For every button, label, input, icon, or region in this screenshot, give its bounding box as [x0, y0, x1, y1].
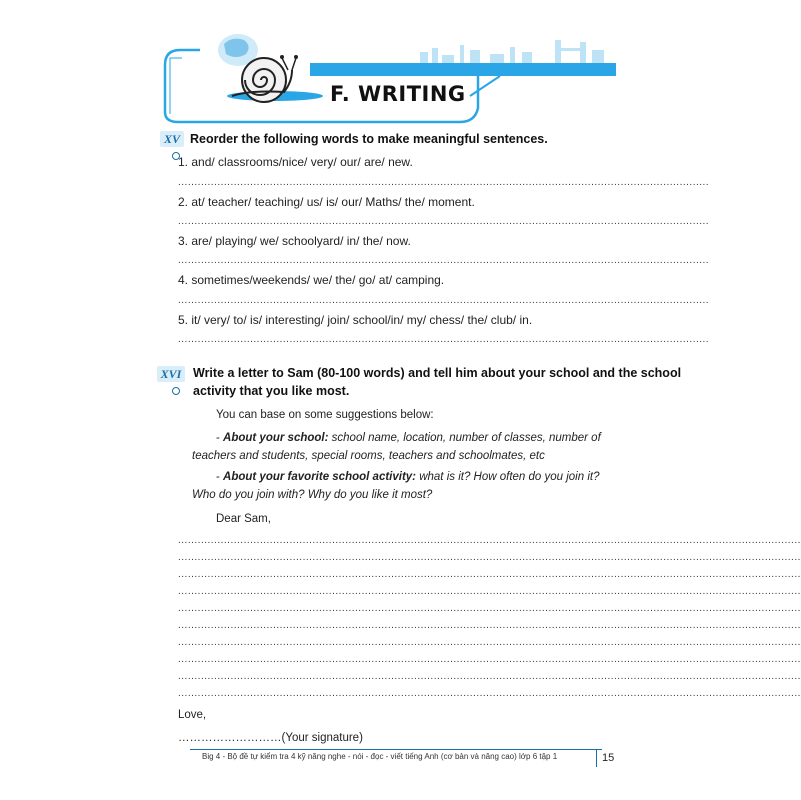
letter-line[interactable]: ..............................................................................................................................................................................................	[178, 688, 801, 699]
letter-line[interactable]: ..............................................................................................................................................................................................	[178, 535, 801, 546]
suggestion-school-label: About your school:	[223, 432, 329, 444]
page-number: 15	[602, 752, 615, 764]
exercise-xvi-instruction-line-1: Write a letter to Sam (80-100 words) and tell him about your school and the school	[193, 366, 682, 380]
letter-line[interactable]: ..............................................................................................................................................................................................	[178, 552, 801, 563]
footer-divider-tick	[596, 749, 597, 767]
exercise-xv-marker: XV	[160, 131, 184, 147]
exercise-xv-item-3: 3. are/ playing/ we/ schoolyard/ in/ the/ now.	[178, 234, 411, 248]
exercise-xv-instruction: Reorder the following words to make meaningful sentences.	[190, 132, 548, 146]
suggestion-school	[216, 429, 620, 447]
suggestion-activity-label: About your favorite school activity:	[223, 471, 417, 483]
letter-greeting: Dear Sam,	[216, 513, 271, 525]
signature-label: (Your signature)	[281, 732, 363, 744]
letter-line[interactable]: ..............................................................................................................................................................................................	[178, 654, 801, 665]
letter-line[interactable]: ..............................................................................................................................................................................................	[178, 637, 801, 648]
exercise-xv-item-2: 2. at/ teacher/ teaching/ us/ is/ our/ Maths/ the/ moment.	[178, 195, 475, 209]
suggestion-school-text: school name, location, number of classes, number of	[328, 432, 601, 444]
letter-closing: Love,	[178, 709, 207, 721]
answer-line[interactable]: ..................................................................................................................................................................	[178, 295, 710, 306]
exercise-xv-item-1: 1. and/ classrooms/nice/ very/ our/ are/ new.	[178, 155, 413, 169]
exercise-xv-item-4: 4. sometimes/weekends/ we/ the/ go/ at/ camping.	[178, 273, 445, 287]
suggestion-prefix: -	[216, 471, 224, 483]
section-banner	[160, 30, 620, 125]
banner-graphic	[160, 30, 620, 125]
suggestion-activity-text: what is it? How often do you join it?	[416, 471, 600, 483]
suggestion-intro: You can base on some suggestions below:	[216, 409, 434, 421]
signature-dots: ………………………	[178, 732, 282, 744]
letter-line[interactable]: ..............................................................................................................................................................................................	[178, 603, 801, 614]
suggestion-prefix: -	[216, 432, 224, 444]
answer-line[interactable]: ..................................................................................................................................................................	[178, 216, 710, 227]
footer-divider	[190, 749, 602, 750]
suggestion-activity-cont	[192, 486, 432, 504]
suggestion-activity	[216, 468, 620, 486]
letter-line[interactable]: ..............................................................................................................................................................................................	[178, 586, 801, 597]
exercise-xvi-marker: XVI	[157, 366, 185, 382]
suggestion-school-text-2: teachers and students, special rooms, teachers and schoolmates, etc	[192, 450, 545, 462]
page-title: F. WRITING	[330, 82, 466, 106]
answer-line[interactable]: ..................................................................................................................................................................	[178, 177, 710, 188]
bullet-icon	[172, 387, 180, 395]
exercise-xvi-instruction-line-2: activity that you like most.	[193, 384, 350, 398]
signature-line[interactable]	[178, 729, 363, 747]
footer-book-title: Big 4 - Bộ đề tự kiểm tra 4 kỹ năng nghe - nói - đọc - viết tiếng Anh (cơ bản và nâng cao) lớp 6 tập 1	[202, 752, 558, 761]
letter-line[interactable]: ..............................................................................................................................................................................................	[178, 569, 801, 580]
pencil-icon	[470, 76, 500, 96]
letter-line[interactable]: ..............................................................................................................................................................................................	[178, 671, 801, 682]
suggestion-school-cont	[192, 447, 545, 465]
exercise-xv-item-5: 5. it/ very/ to/ is/ interesting/ join/ school/in/ my/ chess/ the/ club/ in.	[178, 313, 533, 327]
suggestion-activity-text-2: Who do you join with? Why do you like it most?	[192, 489, 433, 501]
answer-line[interactable]: ..................................................................................................................................................................	[178, 255, 710, 266]
answer-line[interactable]: ..................................................................................................................................................................	[178, 334, 710, 345]
letter-line[interactable]: ..............................................................................................................................................................................................	[178, 620, 801, 631]
